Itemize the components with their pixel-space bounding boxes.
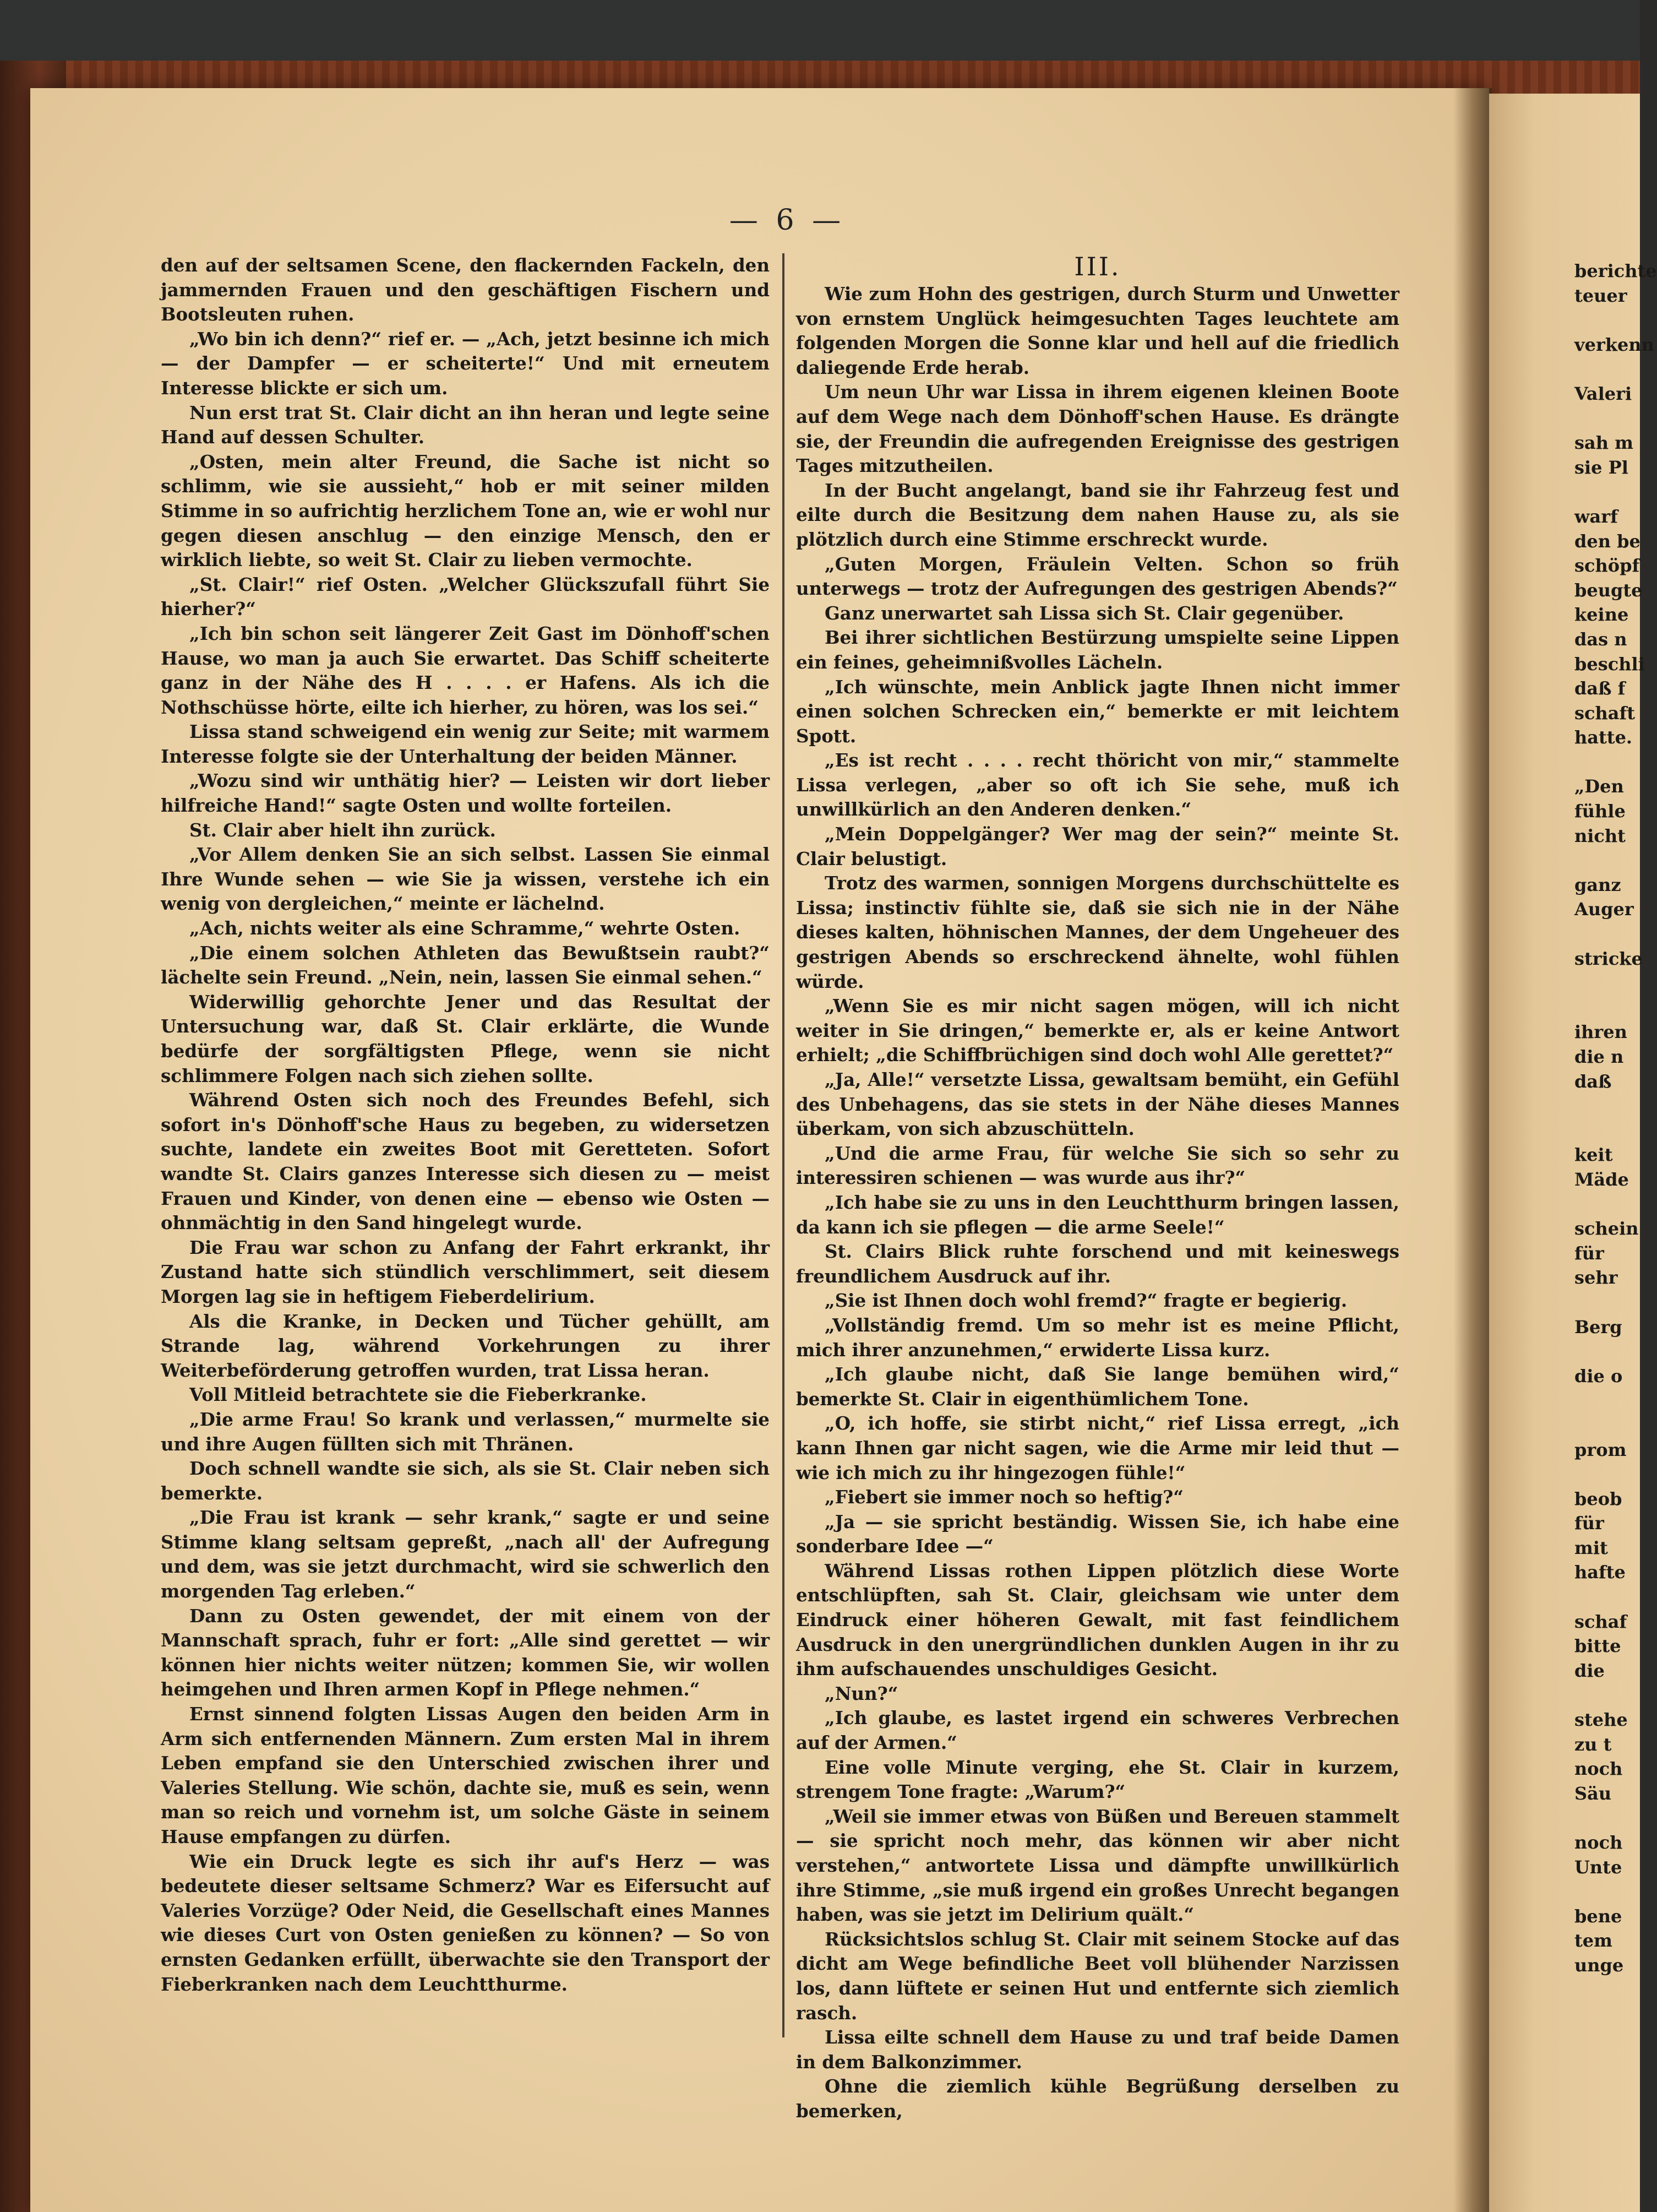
- paragraph: Wie ein Druck legte es sich ihr auf's Herz — was bedeutete dieser seltsame Schmerz? War es Eifersucht auf Valeries Vorzüge? Oder Neid, die Gesellschaft eines Mannes wie dieses Curt von Osten genießen zu können? — So von ernsten Gedanken erfüllt, überwachte sie den Transport der Fieberkranken nach dem Leuchtthurme.: [161, 1850, 770, 1995]
- paragraph: „Nun?“: [825, 1682, 898, 1704]
- paragraph: „Sie ist Ihnen doch wohl fremd?“ fragte er begierig.: [825, 1290, 1348, 1312]
- paragraph: den auf der seltsamen Scene, den flackernden Fackeln, den jammernden Frauen und den geschäftigen Fischern und Bootsleuten ruhen.: [161, 254, 770, 325]
- paragraph: „O, ich hoffe, sie stirbt nicht,“ rief Lissa erregt, „ich kann Ihnen gar nicht sagen, wie die Arme mir leid thut — wie ich mich zu ihr hingezogen fühle!“: [796, 1412, 1399, 1483]
- paragraph: Während Osten sich noch des Freundes Befehl, sich sofort in's Dönhoff'sche Haus zu begeben, zu widersetzen suchte, landete ein zweites Boot mit Geretteten. Sofort wandte St. Clairs ganzes Interesse sich diesen zu — meist Frauen und Kinder, von denen eine — ebenso wie Osten — ohnmächtig in den Sand hingelegt wurde.: [161, 1089, 770, 1234]
- paragraph: Wie zum Hohn des gestrigen, durch Sturm und Unwetter von ernstem Unglück heimgesuchten Tages leuchtete am folgenden Morgen die Sonne klar und hell auf die friedlich daliegende Erde herab.: [796, 283, 1399, 378]
- paragraph: „Die Frau ist krank — sehr krank,“ sagte er und seine Stimme klang seltsam gepreßt, „nach all' der Aufregung und dem, was sie jetzt durchmacht, wird sie schwerlich den morgenden Tag erleben.“: [161, 1507, 770, 1602]
- paragraph: Nun erst trat St. Clair dicht an ihn heran und legte seine Hand auf dessen Schulter.: [161, 401, 770, 448]
- paragraph: „Ja — sie spricht beständig. Wissen Sie, ich habe eine sonderbare Idee —“: [796, 1510, 1399, 1557]
- paragraph: Rücksichtslos schlug St. Clair mit seinem Stocke auf das dicht am Wege befindliche Beet voll blühender Narzissen los, dann lüftete er seinen Hut und entfernte sich ziemlich rasch.: [796, 1928, 1399, 2024]
- paragraph: Lissa stand schweigend ein wenig zur Seite; mit warmem Interesse folgte sie der Unterhaltung der beiden Männer.: [161, 721, 770, 767]
- chapter-heading: III.: [1074, 252, 1121, 281]
- paragraph: „Ich bin schon seit längerer Zeit Gast im Dönhoff'schen Hause, wo man ja auch Sie erwartet. Das Schiff scheiterte ganz in der Nähe des H . . . . er Hafens. Als ich die Nothschüsse hörte, eilte ich hierher, zu hören, was los sei.“: [161, 622, 770, 718]
- paragraph: „Osten, mein alter Freund, die Sache ist nicht so schlimm, wie sie aussieht,“ hob er mit seiner milden Stimme in so aufrichtig herzlichem Tone an, wie er wohl nur gegen diesen anschlug — den einzige Mensch, den er wirklich liebte, so weit St. Clair zu lieben vermochte.: [161, 450, 770, 571]
- paragraph: „Die arme Frau! So krank und verlassen,“ murmelte sie und ihre Augen füllten sich mit Thränen.: [161, 1408, 770, 1455]
- paragraph: „Ich glaube nicht, daß Sie lange bemühen wird,“ bemerkte St. Clair in eigenthümlichem Tone.: [796, 1363, 1399, 1410]
- paragraph: Dann zu Osten gewendet, der mit einem von der Mannschaft sprach, fuhr er fort: „Alle sind gerettet — wir können hier nichts weiter nützen; kommen Sie, wir wollen heimgehen und Ihren armen Kopf in Pflege nehmen.“: [161, 1605, 770, 1700]
- paragraph: „Es ist recht . . . . recht thöricht von mir,“ stammelte Lissa verlegen, „aber so oft ich Sie sehe, muß ich unwillkürlich an den Anderen denken.“: [796, 749, 1399, 820]
- paragraph: „Wozu sind wir unthätig hier? — Leisten wir dort lieber hilfreiche Hand!“ sagte Osten und wollte forteilen.: [161, 770, 770, 817]
- column-divider: [782, 253, 784, 2037]
- paragraph: Ganz unerwartet sah Lissa sich St. Clair gegenüber.: [825, 602, 1344, 624]
- paragraph: Als die Kranke, in Decken und Tücher gehüllt, am Strande lag, während Vorkehrungen zu ihrer Weiterbeförderung getroffen wurden, trat Lissa heran.: [161, 1310, 770, 1381]
- paragraph: „Weil sie immer etwas von Büßen und Bereuen stammelt — sie spricht noch mehr, das können wir aber nicht verstehen,“ antwortete Lissa und dämpfte unwillkürlich ihre Stimme, „sie muß irgend ein großes Unrecht begangen haben, was sie jetzt im Delirium quält.“: [796, 1805, 1399, 1926]
- facing-page-text-fragments: berichte teuer verkenn Valeri sah m sie Pl warf den be schöpf beugte keine das n beschli daß f schaft hatte. „Den fühle nicht ganz Auger stricke ihren die n daß keit Mäde schein für sehr Berg die o prom beob für mit hafte schaf bitte die stehe zu t noch Säu noch Unte bene tem unge: [1574, 260, 1657, 1976]
- paragraph: Lissa eilte schnell dem Hause zu und traf beide Damen in dem Balkonzimmer.: [796, 2026, 1399, 2073]
- paragraph: „St. Clair!“ rief Osten. „Welcher Glückszufall führt Sie hierher?“: [161, 573, 770, 620]
- paragraph: In der Bucht angelangt, band sie ihr Fahrzeug fest und eilte durch die Besitzung dem nahen Hause zu, als sie plötzlich durch eine Stimme erschreckt wurde.: [796, 479, 1399, 550]
- paragraph: Ohne die ziemlich kühle Begrüßung derselben zu bemerken,: [796, 2075, 1399, 2122]
- paragraph: Ernst sinnend folgten Lissas Augen den beiden Arm in Arm sich entfernenden Männern. Zum ersten Mal in ihrem Leben empfand sie den Unterschied zwischen ihrer und Valeries Stellung. Wie schön, dachte sie, muß es sein, wenn man so reich und vornehm ist, um solche Gäste in seinem Hause empfangen zu dürfen.: [161, 1703, 770, 1847]
- paragraph: „Wenn Sie es mir nicht sagen mögen, will ich nicht weiter in Sie dringen,“ bemerkte er, als er keine Antwort erhielt; „die Schiffbrüchigen sind doch wohl Alle gerettet?“: [796, 995, 1399, 1066]
- paragraph: „Ich wünschte, mein Anblick jagte Ihnen nicht immer einen solchen Schrecken ein,“ bemerkte er mit leichtem Spott.: [796, 676, 1399, 747]
- paragraph: Trotz des warmen, sonnigen Morgens durchschüttelte es Lissa; instinctiv fühlte sie, daß sie sich nie in der Nähe dieses kalten, höhnischen Mannes, der dem Ungeheuer des gestrigen Abends so erschreckend ähnelte, wohl fühlen würde.: [796, 872, 1399, 992]
- paragraph: „Ich habe sie zu uns in den Leuchtthurm bringen lassen, da kann ich sie pflegen — die arme Seele!“: [796, 1191, 1399, 1238]
- paragraph: Bei ihrer sichtlichen Bestürzung umspielte seine Lippen ein feines, geheimnißvolles Lächeln.: [796, 627, 1399, 673]
- paragraph: Eine volle Minute verging, ehe St. Clair in kurzem, strengem Tone fragte: „Warum?“: [796, 1756, 1399, 1803]
- page-number: — 6 —: [729, 204, 846, 237]
- left-text-column: [161, 253, 770, 1997]
- paragraph: Die Frau war schon zu Anfang der Fahrt erkrankt, ihr Zustand hatte sich stündlich verschlimmert, seit diesem Morgen lag sie in heftigem Fieberdelirium.: [161, 1236, 770, 1307]
- paragraph: „Fiebert sie immer noch so heftig?“: [825, 1486, 1184, 1508]
- paragraph: St. Clairs Blick ruhte forschend und mit keineswegs freundlichem Ausdruck auf ihr.: [796, 1241, 1399, 1287]
- paragraph: „Ich glaube, es lastet irgend ein schweres Verbrechen auf der Armen.“: [796, 1707, 1399, 1754]
- paragraph: „Wo bin ich denn?“ rief er. — „Ach, jetzt besinne ich mich — der Dampfer — er scheiterte!“ Und mit erneutem Interesse blickte er sich um.: [161, 328, 770, 399]
- paragraph: St. Clair aber hielt ihn zurück.: [189, 819, 496, 841]
- paragraph: Während Lissas rothen Lippen plötzlich diese Worte entschlüpften, sah St. Clair, gleichsam wie unter dem Eindruck einer höheren Gewalt, mit fast feindlichem Ausdruck in den unergründlichen dunklen Augen in ihr zu ihm aufschauendes unschuldiges Gesicht.: [796, 1559, 1399, 1680]
- paragraph: „Ja, Alle!“ versetzte Lissa, gewaltsam bemüht, ein Gefühl des Unbehagens, das sie stets in der Nähe dieses Mannes überkam, von sich abzuschütteln.: [796, 1069, 1399, 1140]
- paragraph: „Ach, nichts weiter als eine Schramme,“ wehrte Osten.: [189, 917, 740, 939]
- paragraph: „Die einem solchen Athleten das Bewußtsein raubt?“ lächelte sein Freund. „Nein, nein, lassen Sie einmal sehen.“: [161, 942, 770, 988]
- paragraph: Doch schnell wandte sie sich, als sie St. Clair neben sich bemerkte.: [161, 1458, 770, 1504]
- paragraph: Um neun Uhr war Lissa in ihrem eigenen kleinen Boote auf dem Wege nach dem Dönhoff'schen Hause. Es drängte sie, der Freundin die aufregenden Ereignisse des gestrigen Tages mitzutheilen.: [796, 381, 1399, 477]
- paragraph: „Guten Morgen, Fräulein Velten. Schon so früh unterwegs — trotz der Aufregungen des gestrigen Abends?“: [796, 553, 1399, 600]
- paragraph: „Mein Doppelgänger? Wer mag der sein?“ meinte St. Clair belustigt.: [796, 823, 1399, 869]
- paragraph: „Und die arme Frau, für welche Sie sich so sehr zu interessiren schienen — was wurde aus ihr?“: [796, 1142, 1399, 1189]
- paragraph: „Vor Allem denken Sie an sich selbst. Lassen Sie einmal Ihre Wunde sehen — wie Sie ja wissen, verstehe ich ein wenig von dergleichen,“ meinte er lächelnd.: [161, 844, 770, 915]
- paragraph: Voll Mitleid betrachtete sie die Fieberkranke.: [189, 1384, 647, 1406]
- paragraph: „Vollständig fremd. Um so mehr ist es meine Pflicht, mich ihrer anzunehmen,“ erwiderte Lissa kurz.: [796, 1314, 1399, 1361]
- right-text-column: [796, 253, 1399, 2124]
- page-gutter: [1453, 88, 1492, 2212]
- paragraph: Widerwillig gehorchte Jener und das Resultat der Untersuchung war, daß St. Clair erklärte, die Wunde bedürfe der sorgfältigsten Pflege, wenn sie nicht schlimmere Folgen nach sich ziehen sollte.: [161, 991, 770, 1086]
